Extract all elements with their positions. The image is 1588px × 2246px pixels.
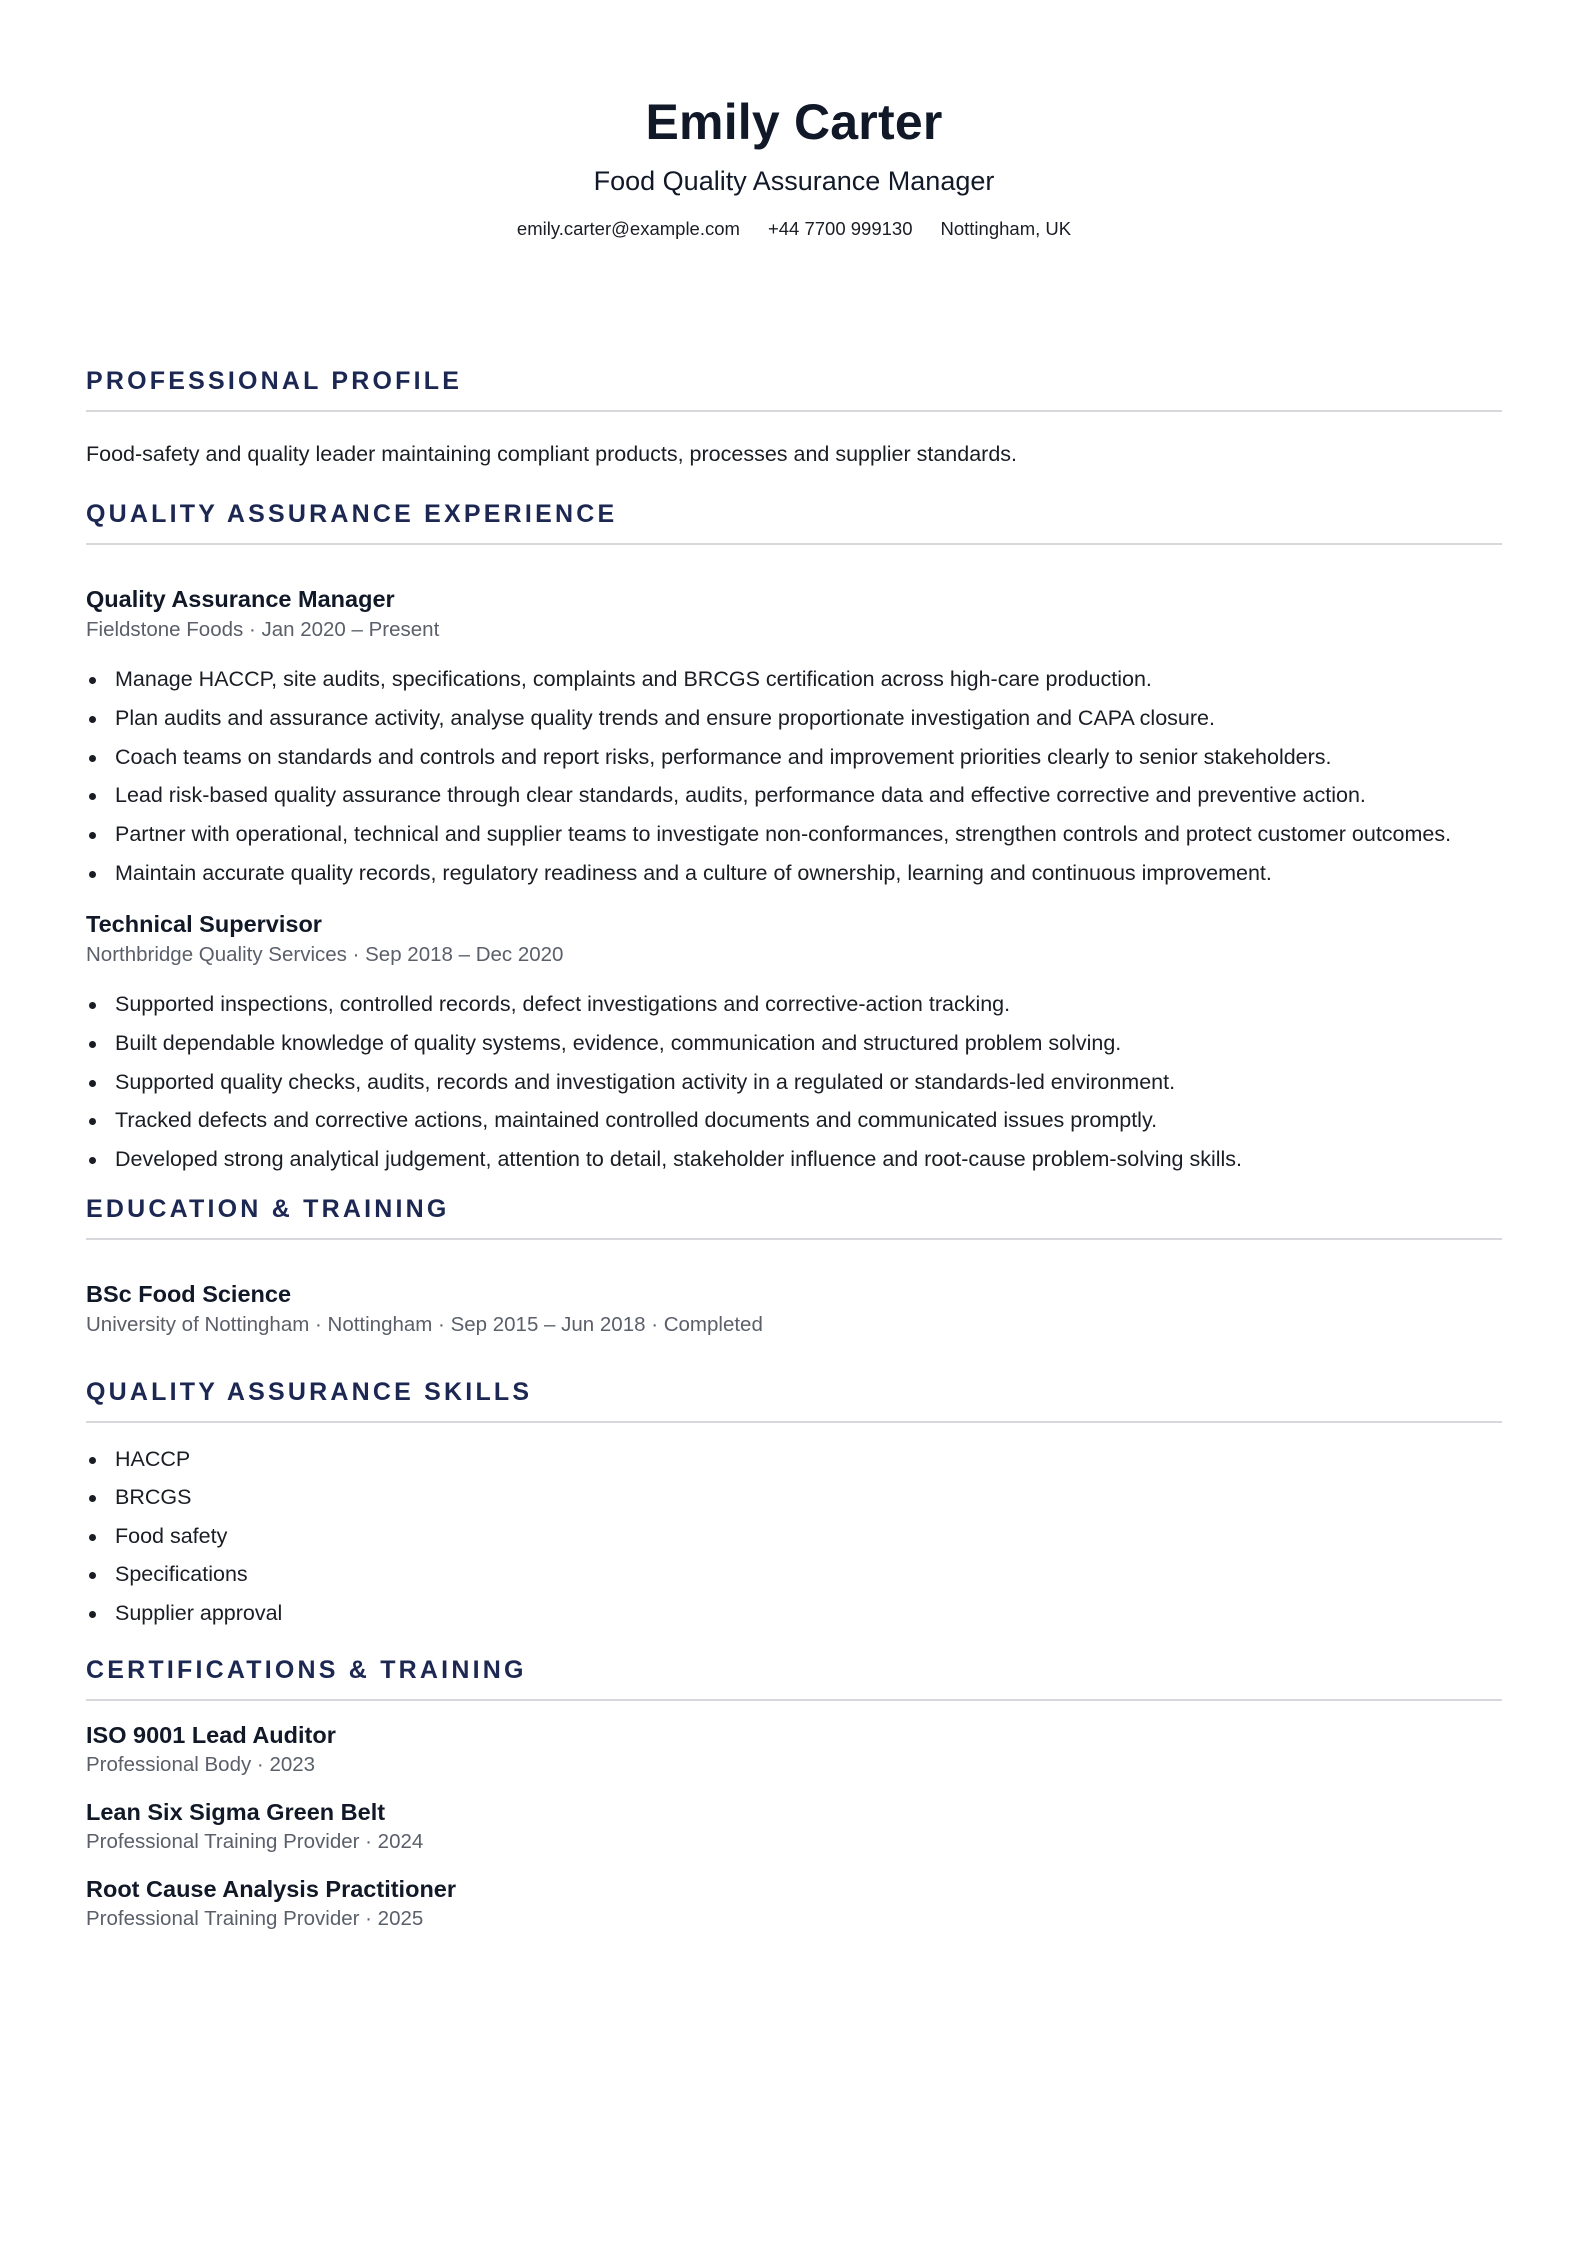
section-title-experience: QUALITY ASSURANCE EXPERIENCE [86,499,1502,545]
certifications-list [86,1721,1502,1933]
job-bullets [86,990,1502,1174]
certification-meta: Professional Training Provider · 2024 [86,1830,424,1854]
certification-entry [86,1875,1502,1933]
job-meta: Fieldstone Foods · Jan 2020 – Present [86,617,440,641]
skill-item: Food safety [86,1522,1502,1552]
education-section [86,1194,1502,1338]
job-bullet: Supported inspections, controlled records, defect investigations and corrective-action tracking. [86,990,1502,1020]
skill-item: Specifications [86,1560,1502,1590]
job-meta: Northbridge Quality Services · Sep 2018 – Dec 2020 [86,942,564,966]
skills-list [86,1445,1502,1629]
skill-item: HACCP [86,1445,1502,1475]
education-meta: University of Nottingham · Nottingham · Sep 2015 – Jun 2018 · Completed [86,1312,763,1336]
job-bullet: Lead risk-based quality assurance through clear standards, audits, performance data and effective corrective and preventive action. [86,781,1502,811]
skill-item: BRCGS [86,1483,1502,1513]
job-bullet: Plan audits and assurance activity, analyse quality trends and ensure proportionate investigation and CAPA closure. [86,704,1502,734]
candidate-name: Emily Carter [645,94,943,150]
job-bullet: Maintain accurate quality records, regulatory readiness and a culture of ownership, learning and continuous improvement. [86,859,1502,889]
contact-phone: +44 7700 999130 [767,218,913,240]
resume-header [86,0,1502,241]
job-title: Technical Supervisor [86,911,322,938]
skills-section [86,1377,1502,1629]
job-title: Quality Assurance Manager [86,586,395,613]
section-title-education: EDUCATION & TRAINING [86,1194,1502,1240]
certification-name: Root Cause Analysis Practitioner [86,1875,457,1902]
contact-info [86,217,1502,241]
contact-email: emily.carter@example.com [516,218,740,240]
section-title-profile: PROFESSIONAL PROFILE [86,366,1502,412]
certification-meta: Professional Body · 2023 [86,1753,316,1777]
profile-summary: Food-safety and quality leader maintaining compliant products, processes and supplier standards. [86,442,1017,467]
education-degree: BSc Food Science [86,1281,292,1308]
job-entry [86,910,1502,1174]
section-title-certifications: CERTIFICATIONS & TRAINING [86,1655,1502,1701]
certification-name: ISO 9001 Lead Auditor [86,1721,336,1748]
certification-meta: Professional Training Provider · 2025 [86,1907,424,1931]
job-bullet: Partner with operational, technical and supplier teams to investigate non-conformances, strengthen controls and protect customer outcomes. [86,820,1502,850]
profile-section [86,366,1502,469]
certifications-section [86,1655,1502,1933]
job-bullet: Supported quality checks, audits, records and investigation activity in a regulated or standards-led environment. [86,1068,1502,1098]
certification-name: Lean Six Sigma Green Belt [86,1798,386,1825]
skill-item: Supplier approval [86,1599,1502,1629]
job-bullet: Built dependable knowledge of quality systems, evidence, communication and structured problem solving. [86,1029,1502,1059]
certification-entry [86,1721,1502,1779]
contact-location: Nottingham, UK [940,218,1072,240]
certification-entry [86,1798,1502,1856]
job-bullet: Manage HACCP, site audits, specifications, complaints and BRCGS certification across high-care production. [86,665,1502,695]
job-bullet: Tracked defects and corrective actions, maintained controlled documents and communicated issues promptly. [86,1106,1502,1136]
education-entry [86,1280,1502,1338]
job-bullets [86,665,1502,888]
experience-section [86,499,1502,1174]
candidate-headline: Food Quality Assurance Manager [593,166,995,196]
job-bullet: Coach teams on standards and controls and report risks, performance and improvement priorities clearly to senior stakeholders. [86,743,1502,773]
section-title-skills: QUALITY ASSURANCE SKILLS [86,1377,1502,1423]
job-bullet: Developed strong analytical judgement, attention to detail, stakeholder influence and root-cause problem-solving skills. [86,1145,1502,1175]
job-entry [86,585,1502,888]
